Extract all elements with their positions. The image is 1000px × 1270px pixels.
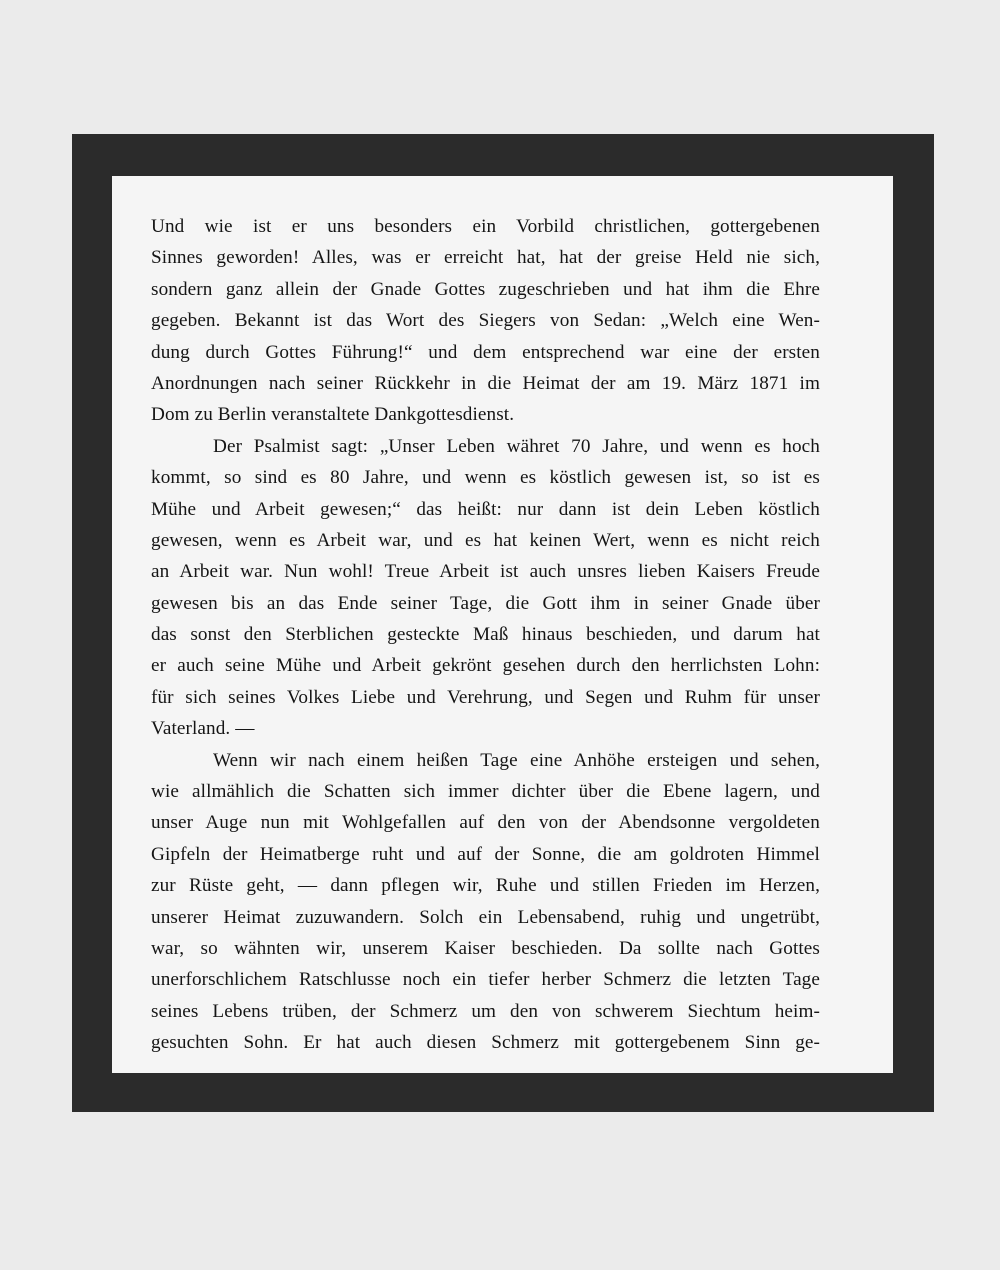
text-line: Wenn wir nach einem heißen Tage eine Anhöhe ersteigen und sehen, [213,749,820,771]
text-line: Gipfeln der Heimatberge ruht und auf der Sonne, die am goldroten Himmel [151,843,820,865]
text-line: unerforschlichem Ratschlusse noch ein tiefer herber Schmerz die letzten Tage [151,969,820,991]
text-line: seines Lebens trüben, der Schmerz um den von schwerem Siechtum heim- [151,1000,820,1022]
text-line: unser Auge nun mit Wohlgefallen auf den von der Abendsonne vergoldeten [151,812,820,834]
text-line: dung durch Gottes Führung!“ und dem entsprechend war eine der ersten [151,341,820,363]
text-line: gewesen bis an das Ende seiner Tage, die Gott ihm in seiner Gnade über [151,592,820,614]
text-line: gegeben. Bekannt ist das Wort des Siegers von Sedan: „Welch eine Wen- [151,310,820,332]
text-line: sondern ganz allein der Gnade Gottes zugeschrieben und hat ihm die Ehre [151,278,820,300]
text-line: Anordnungen nach seiner Rückkehr in die Heimat der am 19. März 1871 im [151,372,820,394]
body-text [151,211,820,1059]
text-line: für sich seines Volkes Liebe und Verehrung, und Segen und Ruhm für unser [151,686,820,708]
text-line: an Arbeit war. Nun wohl! Treue Arbeit ist auch unsres lieben Kaisers Freude [151,561,820,583]
text-line: Vaterland. — [151,718,255,740]
text-line: er auch seine Mühe und Arbeit gekrönt gesehen durch den herrlichsten Lohn: [151,655,820,677]
text-line: gesuchten Sohn. Er hat auch diesen Schmerz mit gottergebenem Sinn ge- [151,1032,820,1054]
text-line: zur Rüste geht, — dann pflegen wir, Ruhe und stillen Frieden im Herzen, [151,875,820,897]
text-line: das sonst den Sterblichen gesteckte Maß hinaus beschieden, und darum hat [151,624,820,646]
text-line: kommt, so sind es 80 Jahre, und wenn es köstlich gewesen ist, so ist es [151,467,820,489]
text-line: gewesen, wenn es Arbeit war, und es hat keinen Wert, wenn es nicht reich [151,529,820,551]
text-line: Der Psalmist sagt: „Unser Leben währet 70 Jahre, und wenn es hoch [213,435,820,457]
text-line: war, so wähnten wir, unserem Kaiser beschieden. Da sollte nach Gottes [151,937,820,959]
text-line: Und wie ist er uns besonders ein Vorbild christlichen, gottergebenen [151,216,820,237]
text-line: Mühe und Arbeit gewesen;“ das heißt: nur dann ist dein Leben köstlich [151,498,820,520]
text-line: wie allmählich die Schatten sich immer dichter über die Ebene lagern, und [151,781,820,803]
text-line: Dom zu Berlin veranstaltete Dankgottesdienst. [151,404,515,426]
text-line: Sinnes geworden! Alles, was er erreicht hat, hat der greise Held nie sich, [151,247,820,269]
text-line: unserer Heimat zuzuwandern. Solch ein Lebensabend, ruhig und ungetrübt, [151,906,820,928]
